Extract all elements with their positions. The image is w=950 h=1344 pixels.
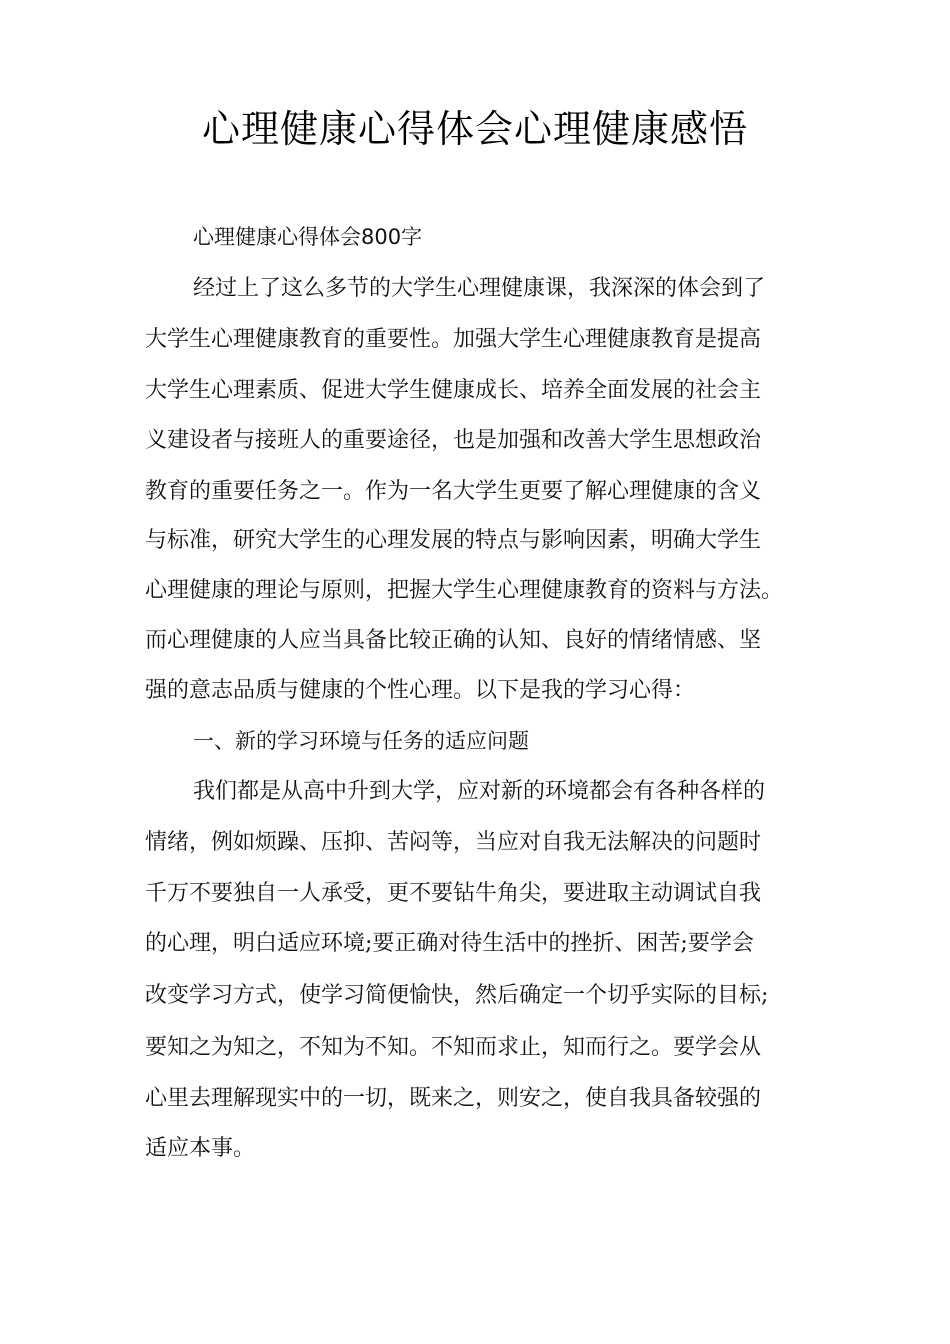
paragraph-line: 教育的重要任务之一。作为一名大学生更要了解心理健康的含义	[145, 479, 762, 504]
paragraph-line: 与标准，研究大学生的心理发展的特点与影响因素，明确大学生	[145, 528, 762, 553]
paragraph-line: 义建设者与接班人的重要途径，也是加强和改善大学生思想政治	[145, 428, 762, 453]
paragraph-line: 经过上了这么多节的大学生心理健康课，我深深的体会到了	[193, 276, 766, 301]
section-heading: 一、新的学习环境与任务的适应问题	[193, 729, 529, 753]
paragraph-line: 而心理健康的人应当具备比较正确的认知、良好的情绪情感、坚	[145, 628, 762, 653]
paragraph-line: 强的意志品质与健康的个性心理。以下是我的学习心得：	[145, 678, 696, 703]
paragraph-line: 的心理，明白适应环境;要正确对待生活中的挫折、困苦;要学会	[145, 931, 754, 956]
section-subtitle: 心理健康心得体会800字	[193, 225, 423, 249]
paragraph-line: 心里去理解现实中的一切，既来之，则安之，使自我具备较强的	[145, 1086, 762, 1111]
paragraph-line: 改变学习方式，使学习简便愉快，然后确定一个切乎实际的目标;	[145, 983, 769, 1008]
paragraph-line: 适应本事。	[145, 1136, 256, 1161]
paragraph-line: 我们都是从高中升到大学，应对新的环境都会有各种各样的	[193, 779, 766, 804]
page-title: 心理健康心得体会心理健康感悟	[201, 107, 748, 151]
paragraph-line: 要知之为知之，不知为不知。不知而求止，知而行之。要学会从	[145, 1035, 762, 1060]
paragraph-line: 情绪，例如烦躁、压抑、苦闷等，当应对自我无法解决的问题时	[145, 830, 762, 855]
paragraph-line: 心理健康的理论与原则，把握大学生心理健康教育的资料与方法。	[145, 578, 784, 603]
paragraph-line: 大学生心理健康教育的重要性。加强大学生心理健康教育是提高	[145, 327, 762, 352]
paragraph-line: 千万不要独自一人承受，更不要钻牛角尖，要进取主动调试自我	[145, 881, 762, 906]
paragraph-line: 大学生心理素质、促进大学生健康成长、培养全面发展的社会主	[145, 378, 762, 403]
